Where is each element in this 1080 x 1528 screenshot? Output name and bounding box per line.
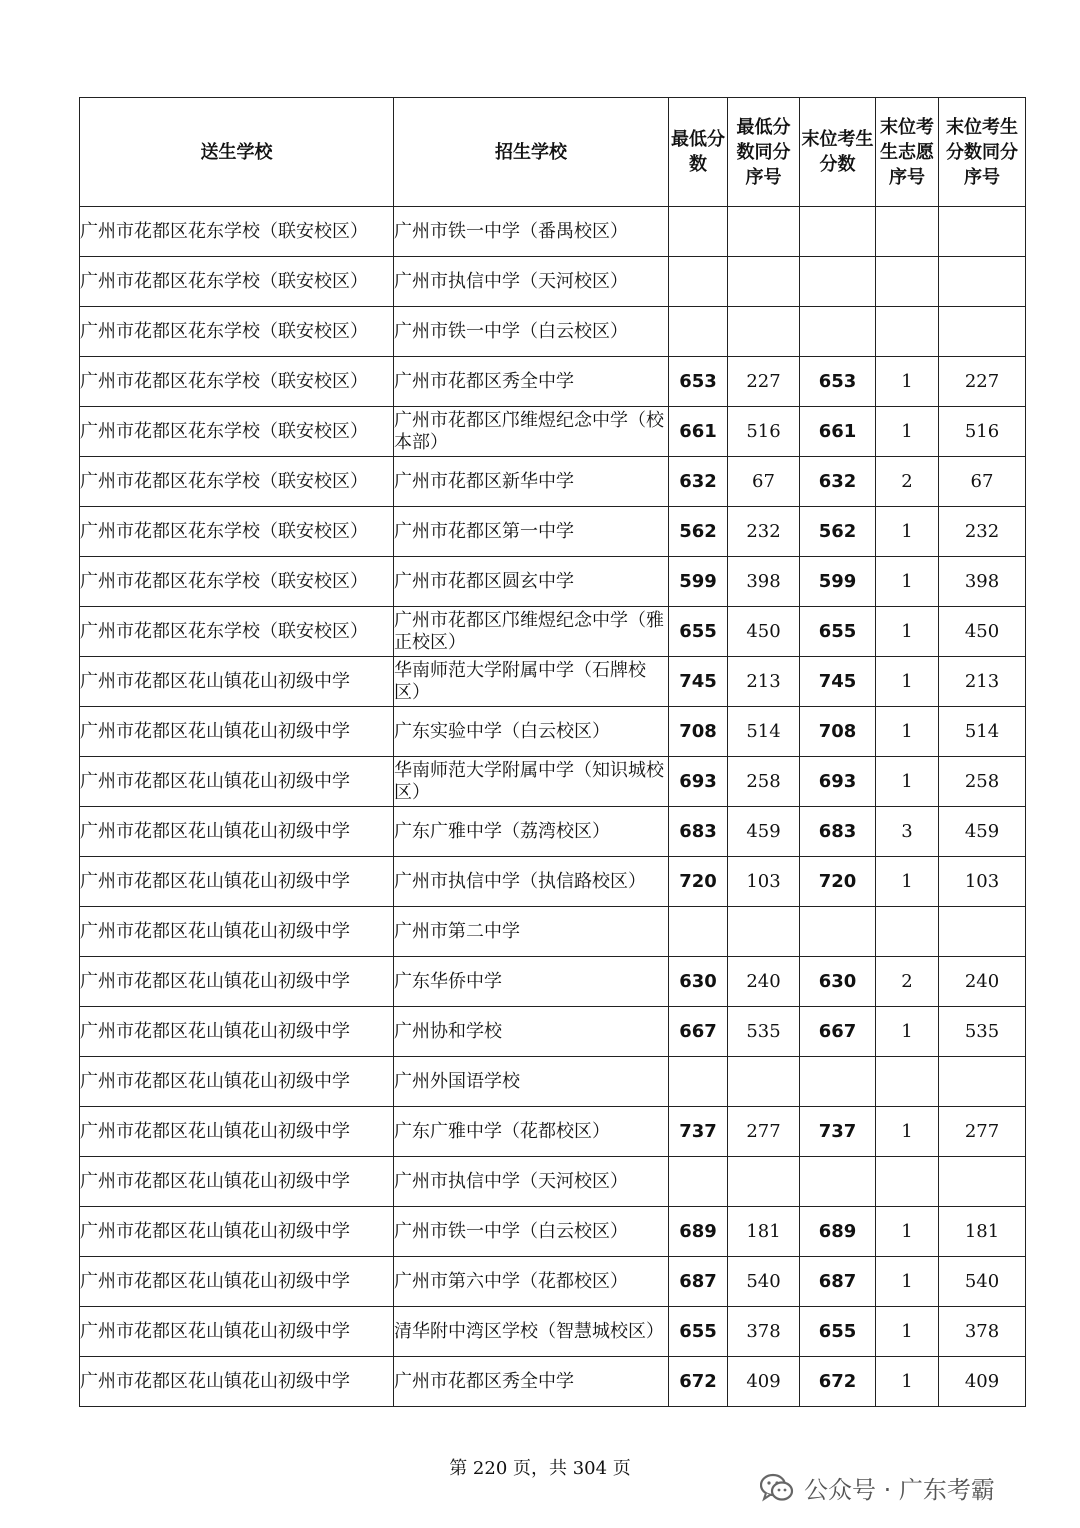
last-score-rank-cell: 181 (939, 1207, 1026, 1257)
table-row (80, 1157, 1026, 1207)
last-score-cell: 562 (800, 507, 876, 557)
min-score-cell: 562 (669, 507, 728, 557)
last-score-rank-cell (939, 257, 1026, 307)
last-choice-order-cell (876, 207, 939, 257)
sending-school-cell: 广州市花都区花东学校（联安校区） (80, 457, 394, 507)
admitting-school-cell: 广州外国语学校 (394, 1057, 669, 1107)
table-row (80, 707, 1026, 757)
admitting-school-cell: 广州市铁一中学（白云校区） (394, 307, 669, 357)
admitting-school-cell: 广州市花都区邝维煜纪念中学（校本部） (394, 407, 669, 457)
table-row (80, 457, 1026, 507)
last-choice-order-cell: 1 (876, 357, 939, 407)
last-score-rank-cell (939, 1057, 1026, 1107)
min-score-cell: 667 (669, 1007, 728, 1057)
min-score-cell (669, 907, 728, 957)
last-score-rank-cell: 516 (939, 407, 1026, 457)
min-score-rank-cell: 535 (728, 1007, 800, 1057)
last-score-rank-cell (939, 907, 1026, 957)
sending-school-cell: 广州市花都区花山镇花山初级中学 (80, 1257, 394, 1307)
table-row (80, 357, 1026, 407)
min-score-rank-cell (728, 1057, 800, 1107)
admitting-school-cell: 广州市执信中学（执信路校区） (394, 857, 669, 907)
table-row (80, 1357, 1026, 1407)
last-choice-order-cell (876, 1057, 939, 1107)
last-choice-order-cell: 1 (876, 1007, 939, 1057)
last-score-cell: 689 (800, 1207, 876, 1257)
min-score-cell: 661 (669, 407, 728, 457)
last-choice-order-cell: 2 (876, 457, 939, 507)
min-score-cell (669, 1057, 728, 1107)
min-score-rank-cell (728, 307, 800, 357)
last-score-rank-cell (939, 307, 1026, 357)
min-score-rank-cell: 227 (728, 357, 800, 407)
last-choice-order-cell: 1 (876, 607, 939, 657)
last-score-cell: 687 (800, 1257, 876, 1307)
table-row (80, 407, 1026, 457)
last-score-cell: 667 (800, 1007, 876, 1057)
last-score-rank-cell (939, 1157, 1026, 1207)
min-score-rank-cell: 277 (728, 1107, 800, 1157)
header-last-score: 末位考生分数 (800, 98, 876, 207)
last-score-cell: 632 (800, 457, 876, 507)
min-score-cell: 693 (669, 757, 728, 807)
last-choice-order-cell (876, 307, 939, 357)
last-score-rank-cell: 277 (939, 1107, 1026, 1157)
admitting-school-cell: 广东华侨中学 (394, 957, 669, 1007)
admitting-school-cell: 广州市铁一中学（白云校区） (394, 1207, 669, 1257)
table-row (80, 657, 1026, 707)
sending-school-cell: 广州市花都区花山镇花山初级中学 (80, 957, 394, 1007)
admission-score-table (79, 97, 1026, 1407)
header-sending-school: 送生学校 (80, 98, 394, 207)
admitting-school-cell: 广东实验中学（白云校区） (394, 707, 669, 757)
min-score-cell: 745 (669, 657, 728, 707)
min-score-rank-cell: 258 (728, 757, 800, 807)
min-score-rank-cell (728, 907, 800, 957)
min-score-rank-cell: 67 (728, 457, 800, 507)
header-last-score-rank: 末位考生分数同分序号 (939, 98, 1026, 207)
table-row (80, 207, 1026, 257)
sending-school-cell: 广州市花都区花山镇花山初级中学 (80, 657, 394, 707)
last-score-rank-cell: 232 (939, 507, 1026, 557)
sending-school-cell: 广州市花都区花山镇花山初级中学 (80, 807, 394, 857)
admitting-school-cell: 华南师范大学附属中学（知识城校区） (394, 757, 669, 807)
admitting-school-cell: 广州市花都区圆玄中学 (394, 557, 669, 607)
last-choice-order-cell: 2 (876, 957, 939, 1007)
last-choice-order-cell: 1 (876, 857, 939, 907)
table-row (80, 807, 1026, 857)
min-score-rank-cell: 181 (728, 1207, 800, 1257)
last-score-rank-cell: 540 (939, 1257, 1026, 1307)
admitting-school-cell: 华南师范大学附属中学（石牌校区） (394, 657, 669, 707)
min-score-cell: 655 (669, 1307, 728, 1357)
last-score-rank-cell: 398 (939, 557, 1026, 607)
last-score-rank-cell: 514 (939, 707, 1026, 757)
last-score-cell: 653 (800, 357, 876, 407)
last-score-rank-cell: 213 (939, 657, 1026, 707)
sending-school-cell: 广州市花都区花山镇花山初级中学 (80, 1107, 394, 1157)
last-score-rank-cell: 227 (939, 357, 1026, 407)
last-choice-order-cell: 1 (876, 1207, 939, 1257)
min-score-rank-cell: 398 (728, 557, 800, 607)
last-score-cell: 720 (800, 857, 876, 907)
last-score-cell: 708 (800, 707, 876, 757)
sending-school-cell: 广州市花都区花山镇花山初级中学 (80, 757, 394, 807)
min-score-cell (669, 207, 728, 257)
min-score-rank-cell: 213 (728, 657, 800, 707)
last-choice-order-cell (876, 257, 939, 307)
min-score-cell: 655 (669, 607, 728, 657)
min-score-rank-cell: 459 (728, 807, 800, 857)
min-score-cell: 632 (669, 457, 728, 507)
last-choice-order-cell: 3 (876, 807, 939, 857)
admitting-school-cell: 广州市铁一中学（番禺校区） (394, 207, 669, 257)
last-score-rank-cell: 258 (939, 757, 1026, 807)
last-score-cell: 661 (800, 407, 876, 457)
sending-school-cell: 广州市花都区花东学校（联安校区） (80, 507, 394, 557)
table-row (80, 907, 1026, 957)
min-score-cell: 708 (669, 707, 728, 757)
table-body (80, 207, 1026, 1407)
min-score-rank-cell: 232 (728, 507, 800, 557)
table-header-row (80, 98, 1026, 207)
last-score-cell: 683 (800, 807, 876, 857)
min-score-cell (669, 307, 728, 357)
table-row (80, 307, 1026, 357)
watermark (760, 1470, 995, 1505)
admitting-school-cell: 广州市第六中学（花都校区） (394, 1257, 669, 1307)
min-score-cell: 737 (669, 1107, 728, 1157)
sending-school-cell: 广州市花都区花东学校（联安校区） (80, 357, 394, 407)
min-score-rank-cell (728, 257, 800, 307)
sending-school-cell: 广州市花都区花山镇花山初级中学 (80, 1307, 394, 1357)
last-choice-order-cell: 1 (876, 407, 939, 457)
sending-school-cell: 广州市花都区花东学校（联安校区） (80, 207, 394, 257)
min-score-cell: 687 (669, 1257, 728, 1307)
last-score-cell (800, 907, 876, 957)
admitting-school-cell: 广州市执信中学（天河校区） (394, 1157, 669, 1207)
table-row (80, 257, 1026, 307)
admitting-school-cell: 广州市花都区邝维煜纪念中学（雅正校区） (394, 607, 669, 657)
last-score-cell (800, 1157, 876, 1207)
min-score-cell: 683 (669, 807, 728, 857)
sending-school-cell: 广州市花都区花东学校（联安校区） (80, 407, 394, 457)
last-score-rank-cell (939, 207, 1026, 257)
table-row (80, 757, 1026, 807)
table-row (80, 957, 1026, 1007)
admitting-school-cell: 广州市花都区新华中学 (394, 457, 669, 507)
sending-school-cell: 广州市花都区花东学校（联安校区） (80, 557, 394, 607)
sending-school-cell: 广州市花都区花东学校（联安校区） (80, 607, 394, 657)
sending-school-cell: 广州市花都区花山镇花山初级中学 (80, 1057, 394, 1107)
table-row (80, 1207, 1026, 1257)
admitting-school-cell: 清华附中湾区学校（智慧城校区） (394, 1307, 669, 1357)
min-score-cell: 630 (669, 957, 728, 1007)
admitting-school-cell: 广州协和学校 (394, 1007, 669, 1057)
last-choice-order-cell: 1 (876, 707, 939, 757)
sending-school-cell: 广州市花都区花山镇花山初级中学 (80, 707, 394, 757)
last-score-rank-cell: 450 (939, 607, 1026, 657)
header-last-choice-order: 末位考生志愿序号 (876, 98, 939, 207)
last-choice-order-cell: 1 (876, 507, 939, 557)
last-score-cell: 655 (800, 607, 876, 657)
last-choice-order-cell: 1 (876, 1357, 939, 1407)
last-score-cell (800, 1057, 876, 1107)
last-choice-order-cell: 1 (876, 1107, 939, 1157)
last-score-cell: 693 (800, 757, 876, 807)
sending-school-cell: 广州市花都区花东学校（联安校区） (80, 307, 394, 357)
last-score-rank-cell: 240 (939, 957, 1026, 1007)
min-score-rank-cell: 516 (728, 407, 800, 457)
admitting-school-cell: 广州市花都区第一中学 (394, 507, 669, 557)
last-choice-order-cell: 1 (876, 1307, 939, 1357)
min-score-rank-cell: 240 (728, 957, 800, 1007)
table-row (80, 1057, 1026, 1107)
sending-school-cell: 广州市花都区花山镇花山初级中学 (80, 1157, 394, 1207)
min-score-rank-cell: 409 (728, 1357, 800, 1407)
sending-school-cell: 广州市花都区花山镇花山初级中学 (80, 1007, 394, 1057)
sending-school-cell: 广州市花都区花山镇花山初级中学 (80, 1207, 394, 1257)
table-row (80, 857, 1026, 907)
min-score-rank-cell (728, 1157, 800, 1207)
min-score-rank-cell: 450 (728, 607, 800, 657)
min-score-rank-cell: 103 (728, 857, 800, 907)
sending-school-cell: 广州市花都区花东学校（联安校区） (80, 257, 394, 307)
min-score-cell: 689 (669, 1207, 728, 1257)
last-score-cell (800, 207, 876, 257)
page-number: 第 220 页，共 304 页 (449, 1458, 631, 1479)
admitting-school-cell: 广州市第二中学 (394, 907, 669, 957)
last-score-cell: 630 (800, 957, 876, 1007)
table-row (80, 1107, 1026, 1157)
sending-school-cell: 广州市花都区花山镇花山初级中学 (80, 1357, 394, 1407)
admitting-school-cell: 广州市花都区秀全中学 (394, 1357, 669, 1407)
last-score-rank-cell: 459 (939, 807, 1026, 857)
min-score-rank-cell: 514 (728, 707, 800, 757)
last-score-cell: 672 (800, 1357, 876, 1407)
last-score-cell: 737 (800, 1107, 876, 1157)
last-score-cell: 599 (800, 557, 876, 607)
header-min-score: 最低分数 (669, 98, 728, 207)
last-choice-order-cell: 1 (876, 1257, 939, 1307)
min-score-cell (669, 1157, 728, 1207)
last-score-cell: 745 (800, 657, 876, 707)
min-score-cell: 599 (669, 557, 728, 607)
table-row (80, 1257, 1026, 1307)
sending-school-cell: 广州市花都区花山镇花山初级中学 (80, 907, 394, 957)
last-score-cell (800, 257, 876, 307)
min-score-cell: 653 (669, 357, 728, 407)
min-score-rank-cell: 540 (728, 1257, 800, 1307)
min-score-cell: 672 (669, 1357, 728, 1407)
last-choice-order-cell: 1 (876, 757, 939, 807)
watermark-text: 公众号 · 广东考霸 (804, 1476, 995, 1504)
min-score-cell (669, 257, 728, 307)
admitting-school-cell: 广东广雅中学（荔湾校区） (394, 807, 669, 857)
last-score-rank-cell: 103 (939, 857, 1026, 907)
last-score-rank-cell: 378 (939, 1307, 1026, 1357)
last-choice-order-cell: 1 (876, 557, 939, 607)
table-row (80, 507, 1026, 557)
last-choice-order-cell: 1 (876, 657, 939, 707)
header-admitting-school: 招生学校 (394, 98, 669, 207)
table-row (80, 1307, 1026, 1357)
last-choice-order-cell (876, 907, 939, 957)
admitting-school-cell: 广州市花都区秀全中学 (394, 357, 669, 407)
last-score-rank-cell: 67 (939, 457, 1026, 507)
last-score-rank-cell: 535 (939, 1007, 1026, 1057)
wechat-icon (760, 1473, 794, 1503)
min-score-cell: 720 (669, 857, 728, 907)
header-min-score-rank: 最低分数同分序号 (728, 98, 800, 207)
last-score-rank-cell: 409 (939, 1357, 1026, 1407)
admitting-school-cell: 广州市执信中学（天河校区） (394, 257, 669, 307)
last-score-cell (800, 307, 876, 357)
min-score-rank-cell (728, 207, 800, 257)
min-score-rank-cell: 378 (728, 1307, 800, 1357)
table-row (80, 557, 1026, 607)
sending-school-cell: 广州市花都区花山镇花山初级中学 (80, 857, 394, 907)
admitting-school-cell: 广东广雅中学（花都校区） (394, 1107, 669, 1157)
table-row (80, 1007, 1026, 1057)
table-row (80, 607, 1026, 657)
last-score-cell: 655 (800, 1307, 876, 1357)
last-choice-order-cell (876, 1157, 939, 1207)
